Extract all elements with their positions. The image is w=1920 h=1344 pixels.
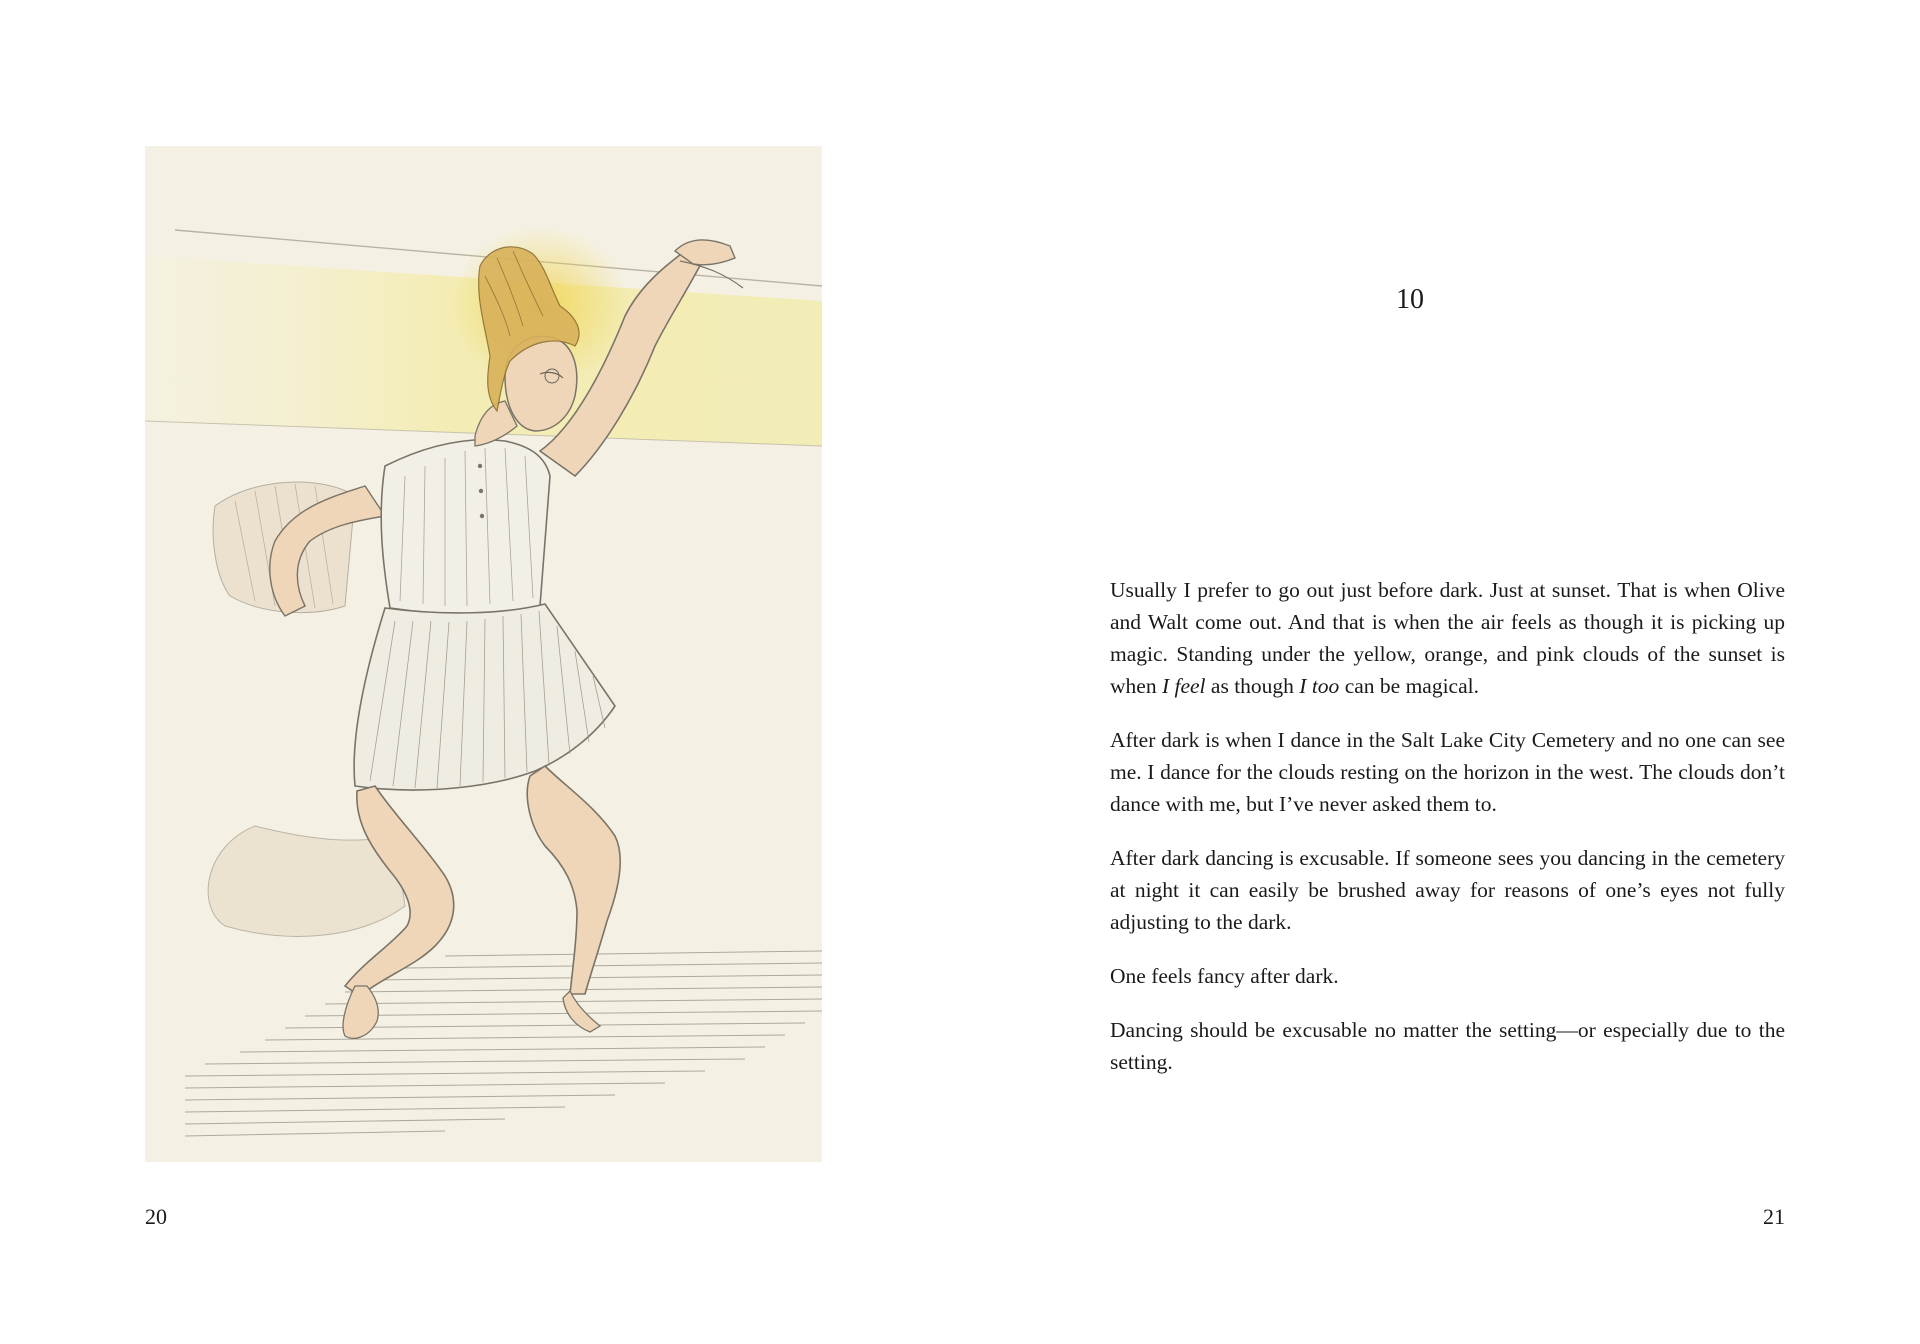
paragraph-text: After dark dancing is excusable. If someone sees you dancing in the cemetery at night it can easily be brushed away for reasons of one’s eyes not fully adjusting to the dark. — [1110, 846, 1785, 934]
right-page — [960, 0, 1920, 1344]
page-number-right: 21 — [1763, 1204, 1785, 1229]
paragraph-text: Usually I prefer to go out just before dark. Just at sunset. That is when Olive and Walt come out. And that is when the air feels as though it is picking up magic. Standing under the yellow, orange, and pink clouds of the sunset is when — [1110, 578, 1785, 698]
paragraph-text: After dark is when I dance in the Salt Lake City Cemetery and no one can see me. I dance for the clouds resting on the horizon in the west. The clouds don’t dance with me, but I’ve never asked them to. — [1110, 728, 1785, 816]
italic-text: I feel — [1161, 674, 1206, 698]
paragraph — [1110, 960, 1785, 992]
paragraph-text: Dancing should be excusable no matter the setting—or especially due to the setting. — [1110, 1018, 1785, 1074]
paragraph-text: One feels fancy after dark. — [1110, 964, 1339, 988]
illustration-drawing — [145, 146, 822, 1162]
paragraph — [1110, 842, 1785, 938]
italic-text: I too — [1299, 674, 1340, 698]
paragraph-text: can be magical. — [1339, 674, 1479, 698]
page-number-left: 20 — [145, 1204, 167, 1229]
paragraph-text: as though — [1205, 674, 1300, 698]
dancer-illustration — [145, 146, 822, 1162]
chapter-number: 10 — [1396, 284, 1424, 315]
paragraph — [1110, 724, 1785, 820]
chapter-body — [1110, 574, 1785, 1100]
paragraph — [1110, 574, 1785, 702]
paragraph — [1110, 1014, 1785, 1078]
